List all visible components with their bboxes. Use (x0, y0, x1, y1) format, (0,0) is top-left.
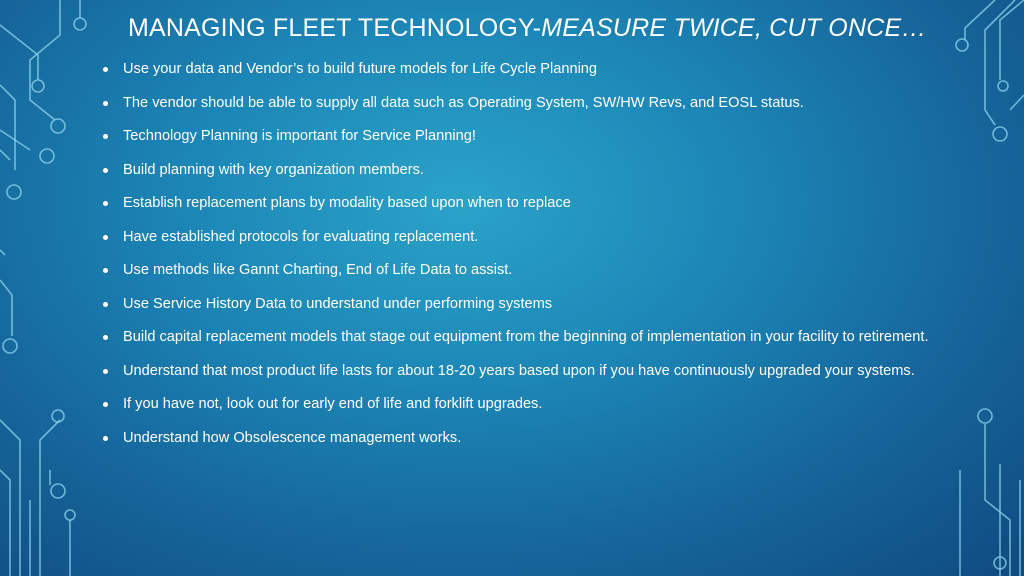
slide-title (128, 14, 988, 43)
bullet-item (100, 192, 940, 215)
bullet-text: The vendor should be able to supply all data such as Operating System, SW/HW Revs, and EOSL status. (123, 94, 804, 111)
bullet-dot-icon (103, 335, 108, 340)
bullet-item (100, 226, 940, 249)
bullet-text: Understand how Obsolescence management works. (123, 429, 462, 446)
title-italic: MEASURE TWICE, CUT ONCE… (541, 14, 927, 42)
bullet-text: Technology Planning is important for Service Planning! (123, 128, 476, 144)
bullet-item (100, 92, 940, 115)
bullet-dot-icon (103, 67, 108, 72)
bullet-dot-icon (103, 168, 108, 173)
bullet-dot-icon (103, 235, 108, 240)
bullet-item (100, 427, 940, 450)
bullet-text: Use your data and Vendor’s to build future models for Life Cycle Planning (123, 61, 598, 77)
bullet-text: If you have not, look out for early end of life and forklift upgrades. (123, 396, 543, 412)
bullet-item (100, 293, 940, 316)
bullet-text: Understand that most product life lasts for about 18-20 years based upon if you have continuously upgraded your systems. (123, 362, 915, 379)
bullet-item (100, 125, 940, 148)
bullet-text: Build planning with key organization members. (123, 161, 424, 178)
bullet-dot-icon (103, 436, 108, 441)
bullet-dot-icon (103, 302, 108, 307)
bullet-item (100, 360, 940, 383)
bullet-text: Use Service History Data to understand under performing systems (123, 295, 553, 312)
bullet-list (100, 58, 940, 460)
bullet-text: Build capital replacement models that stage out equipment from the beginning of implementation in your facility to retirement. (123, 329, 929, 345)
bullet-text: Have established protocols for evaluating replacement. (123, 228, 479, 245)
bullet-dot-icon (103, 134, 108, 139)
bullet-dot-icon (103, 369, 108, 374)
bullet-dot-icon (103, 268, 108, 273)
bullet-item (100, 259, 940, 282)
bullet-item (100, 393, 940, 416)
bullet-dot-icon (103, 402, 108, 407)
bullet-dot-icon (103, 201, 108, 206)
bullet-dot-icon (103, 101, 108, 106)
bullet-text: Use methods like Gannt Charting, End of Life Data to assist. (123, 262, 513, 278)
bullet-text: Establish replacement plans by modality based upon when to replace (123, 195, 571, 211)
bullet-item (100, 159, 940, 182)
bullet-item (100, 326, 940, 349)
bullet-item (100, 58, 940, 81)
title-main: MANAGING FLEET TECHNOLOGY- (128, 14, 542, 42)
